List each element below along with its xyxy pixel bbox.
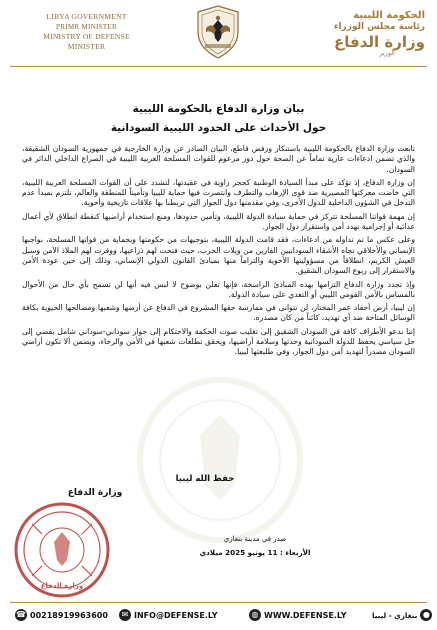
paragraph-6: إن ليبيا، أرض أحفاد عمر المختار، لن تتوانى في ممارسة حقها المشروع في الدفاع عن أرضها وشعبها ومصالحها الحيوية بكافة الوسائل المتاحة ضد أي تهديد، كائناً من كان مصدره. (22, 303, 415, 323)
header-en-minister: MINISTER (67, 42, 106, 51)
signatory-ministry: وزارة الدفاع (67, 488, 123, 498)
header-divider (10, 66, 427, 67)
footer-website-text: WWW.DEFENSE.LY (264, 610, 347, 620)
header-ar-ministry: وزارة الدفاع (334, 33, 425, 51)
issued-date: الأربعاء : 11 يونيو 2025 ميلادي (199, 548, 311, 557)
phone-icon: ☎ (16, 610, 26, 619)
paragraph-3: إن مهمة قواتنا المسلحة تتركز في حماية سيادة الدولة الليبية، وتأمين حدودها، ومنع استخدام أراضيها كنقطة انطلاق لأي أعمال عدائية أو إجرامية تهدد أمن واستقرار دول الجوار. (22, 211, 415, 232)
header-en-prime-minister: PRIMR MINISTER (56, 23, 117, 31)
issued-place: صدر في مدينة بنغازي (223, 535, 287, 543)
location-pin-icon: ● (420, 609, 432, 621)
globe-icon: ◍ (249, 609, 261, 621)
footer-phone-text: 00218919963600 (30, 610, 108, 620)
footer-email-text: INFO@DEFENSE.LY (134, 610, 218, 620)
paragraph-2: إن وزارة الدفاع، إذ تؤكد على مبدأ السيادة الوطنية كحجر زاوية في عقيدتها، لتشدد على أن القوات المسلحة العربية الليبية، التي خاضت معركتها المصيرية ضد قوى الإرهاب والتطرف وانتصرت فيها حماية لليبيا وتأميناً للمنطقة والعالم، تلتزم بمبدأ عدم التدخل في الشؤون الداخلية للدول الأخرى، وفي مقدمتها دول الجوار التي تربطنا بها علاقات تاريخية وأخوية. (22, 177, 415, 208)
footer-location-text: بنغازي - ليبيا (372, 610, 418, 620)
closing-phrase: حفظ الله ليبيا (175, 474, 235, 484)
paragraph-1: تابعت وزارة الدفاع بالحكومة الليبية باستنكار ورفض قاطع، البيان الصادر عن وزارة الخارجية في جمهورية السودان الشقيقة، والذي تضمن ادعاءات عارية تماماً عن الصحة حول دور مزعوم للقوات المسلحة العربية الليبية في الصراع الداخلي الدائر في السودان. (22, 144, 415, 174)
header-english-block (14, 12, 159, 52)
header-en-government: LIBYA GOVERNMENT (46, 12, 127, 21)
email-icon: ✉ (119, 609, 131, 621)
paragraph-5: وإذ تجدد وزارة الدفاع التزامها بهذه المبادئ الراسخة، فإنها تعلن بوضوح لا لبس فيه أنها لن تسمح بأي حال من الأحوال بالمساس بالأمن القومي الليبي أو التعدي على سيادة الدولة. (22, 279, 415, 299)
header-arabic-block (285, 10, 425, 57)
paragraph-7: إننا ندعو الأطراف كافة في السودان الشقيق إلى تغليب صوت الحكمة والاحتكام إلى حوار سوداني-سوداني شامل يفضي إلى حل سياسي يحفظ للدولة السودانية وحدتها وسلامة أراضيها، ويحقق تطلعات شعبها في الأمن والرخاء، ويضمن ألا تكون أراضي السودان مصدراً لتهديد أمن دول الجوار، وفي طليعتها ليبيا. (22, 326, 415, 357)
footer-phone[interactable] (12, 607, 108, 623)
statement-body (22, 144, 415, 361)
header-ar-government: الحكومة الليبية (353, 10, 425, 21)
header-ar-council: رئاسة مجلس الوزراء (333, 22, 425, 32)
stamp-text: وزارة الدفاع (40, 582, 84, 590)
libya-defense-emblem-icon (192, 4, 244, 60)
header-ar-minister: الوزير (379, 49, 395, 57)
footer-email[interactable] (116, 607, 218, 623)
ministry-watermark-icon (135, 375, 305, 545)
footer-divider (10, 602, 427, 603)
official-stamp-icon (12, 500, 112, 600)
paragraph-4: وعلى عكس ما تم تداوله من ادعاءات، فقد قامت الدولة الليبية، بتوجيهات من حكومتها وبحماية من قواتها المسلحة، بواجبها الإنساني والأخلاقي تجاه الأشقاء السودانيين الفارين من ويلات الحرب، حيث فتحت لهم ذراعيها، ووفرت لهم الملاذ الآمن وسبل العيش الكريم، انطلاقاً من مسؤوليتها الأخوية والتزاماً منها بمبادئ القانون الدولي الإنساني، وذلك إلى حين عودة الأمن والاستقرار إلى ربوع السودان الشقيق. (22, 235, 415, 276)
statement-subtitle: حول الأحداث على الحدود الليبية السودانية (110, 122, 327, 134)
header-en-ministry: MINISTRY OF DEFENSE (43, 32, 130, 41)
footer-website[interactable] (246, 607, 347, 623)
statement-title: بيان وزارة الدفاع بالحكومة الليبية (132, 103, 305, 115)
footer-location (372, 607, 435, 623)
